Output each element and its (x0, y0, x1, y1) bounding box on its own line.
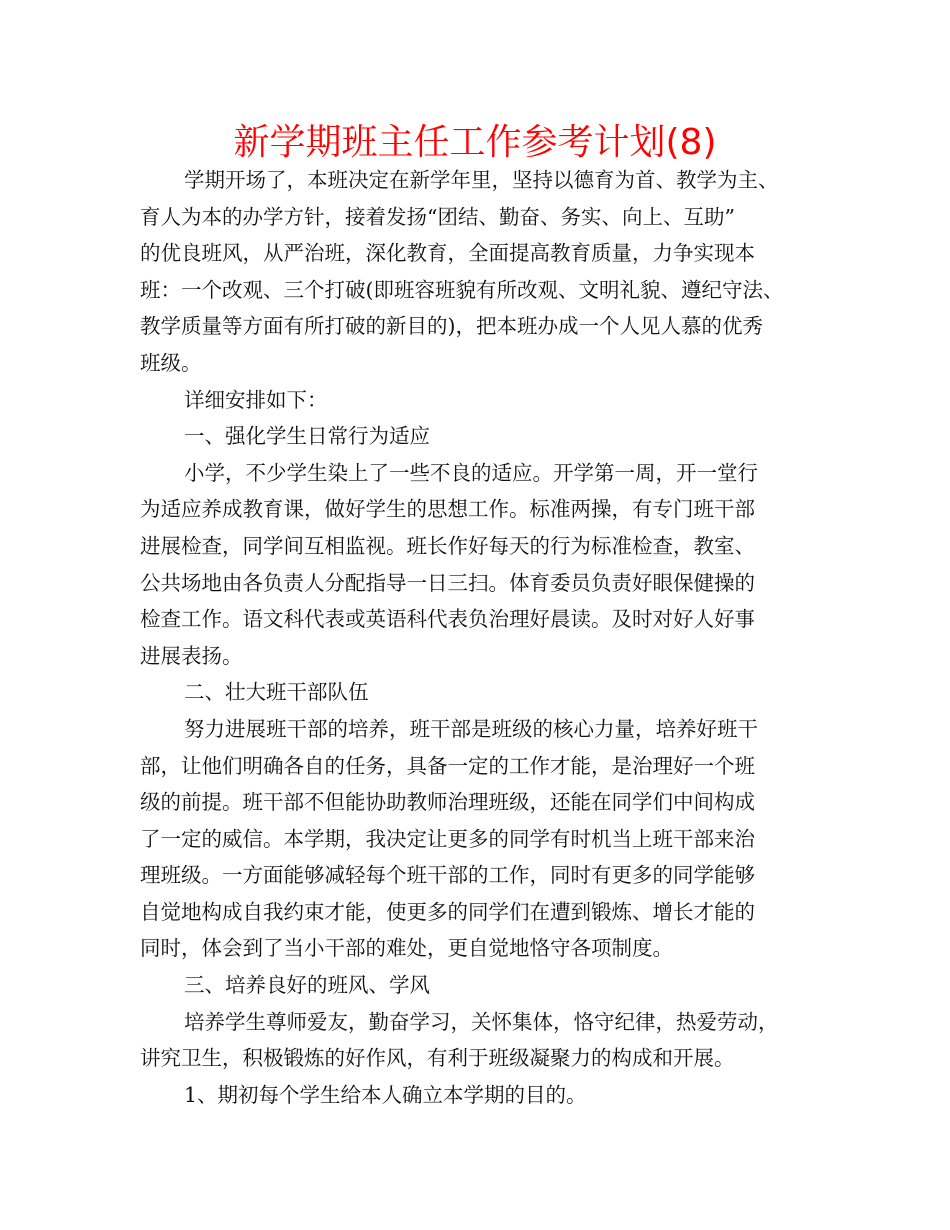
text-line: 自觉地构成自我约束才能，使更多的同学们在遭到锻炼、增长才能的 (140, 899, 755, 924)
text-line: 培养学生尊师爱友，勤奋学习，关怀集体，恪守纪律，热爱劳动， (184, 1009, 779, 1034)
text-line: 进展检查，同学间互相监视。班长作好每天的行为标准检查，教室、 (140, 533, 755, 558)
text-line: 讲究卫生，积极锻炼的好作风，有利于班级凝聚力的构成和开展。 (140, 1046, 735, 1071)
text-line: 进展表扬。 (140, 643, 243, 668)
text-line: 为适应养成教育课，做好学生的思想工作。标准两操，有专门班干部 (140, 497, 755, 522)
document-title: 新学期班主任工作参考计划(8) (233, 122, 717, 163)
text-line: 公共场地由各负责人分配指导一日三扫。体育委员负责好眼保健操的 (140, 570, 755, 595)
text-line: 检查工作。语文科代表或英语科代表负治理好晨读。及时对好人好事 (140, 607, 755, 632)
text-line: 二、壮大班干部队伍 (184, 680, 369, 705)
text-line: 学期开场了，本班决定在新学年里，坚持以德育为首、教学为主、 (184, 168, 779, 192)
text-line: 小学，不少学生染上了一些不良的适应。开学第一周，开一堂行 (184, 460, 758, 485)
text-line: 部，让他们明确各自的任务，具备一定的工作才能，是治理好一个班 (140, 753, 755, 778)
text-line: 班：一个改观、三个打破(即班容班貌有所改观、文明礼貌、遵纪守法、 (140, 277, 784, 302)
text-line: 理班级。一方面能够减轻每个班干部的工作，同时有更多的同学能够 (140, 863, 755, 888)
text-line: 级的前提。班干部不但能协助教师治理班级，还能在同学们中间构成 (140, 790, 755, 815)
text-line: 育人为本的办学方针，接着发扬“团结、勤奋、务实、向上、互助” (140, 204, 735, 229)
text-line: 努力进展班干部的培养，班干部是班级的核心力量，培养好班干 (184, 716, 758, 741)
text-line: 班级。 (140, 350, 202, 375)
document-body (140, 162, 830, 1113)
text-line: 一、强化学生日常行为适应 (184, 424, 430, 449)
text-line: 详细安排如下： (184, 387, 328, 412)
text-line: 三、培养良好的班风、学风 (184, 973, 430, 998)
text-line: 同时，体会到了当小干部的难处，更自觉地恪守各项制度。 (140, 936, 673, 961)
text-line: 教学质量等方面有所打破的新目的)，把本班办成一个人见人慕的优秀 (140, 314, 763, 339)
text-line: 的优良班风，从严治班，深化教育，全面提高教育质量，力争实现本 (140, 241, 755, 266)
text-line: 1、期初每个学生给本人确立本学期的目的。 (184, 1082, 587, 1107)
text-line: 了一定的威信。本学期，我决定让更多的同学有时机当上班干部来治 (140, 826, 755, 851)
